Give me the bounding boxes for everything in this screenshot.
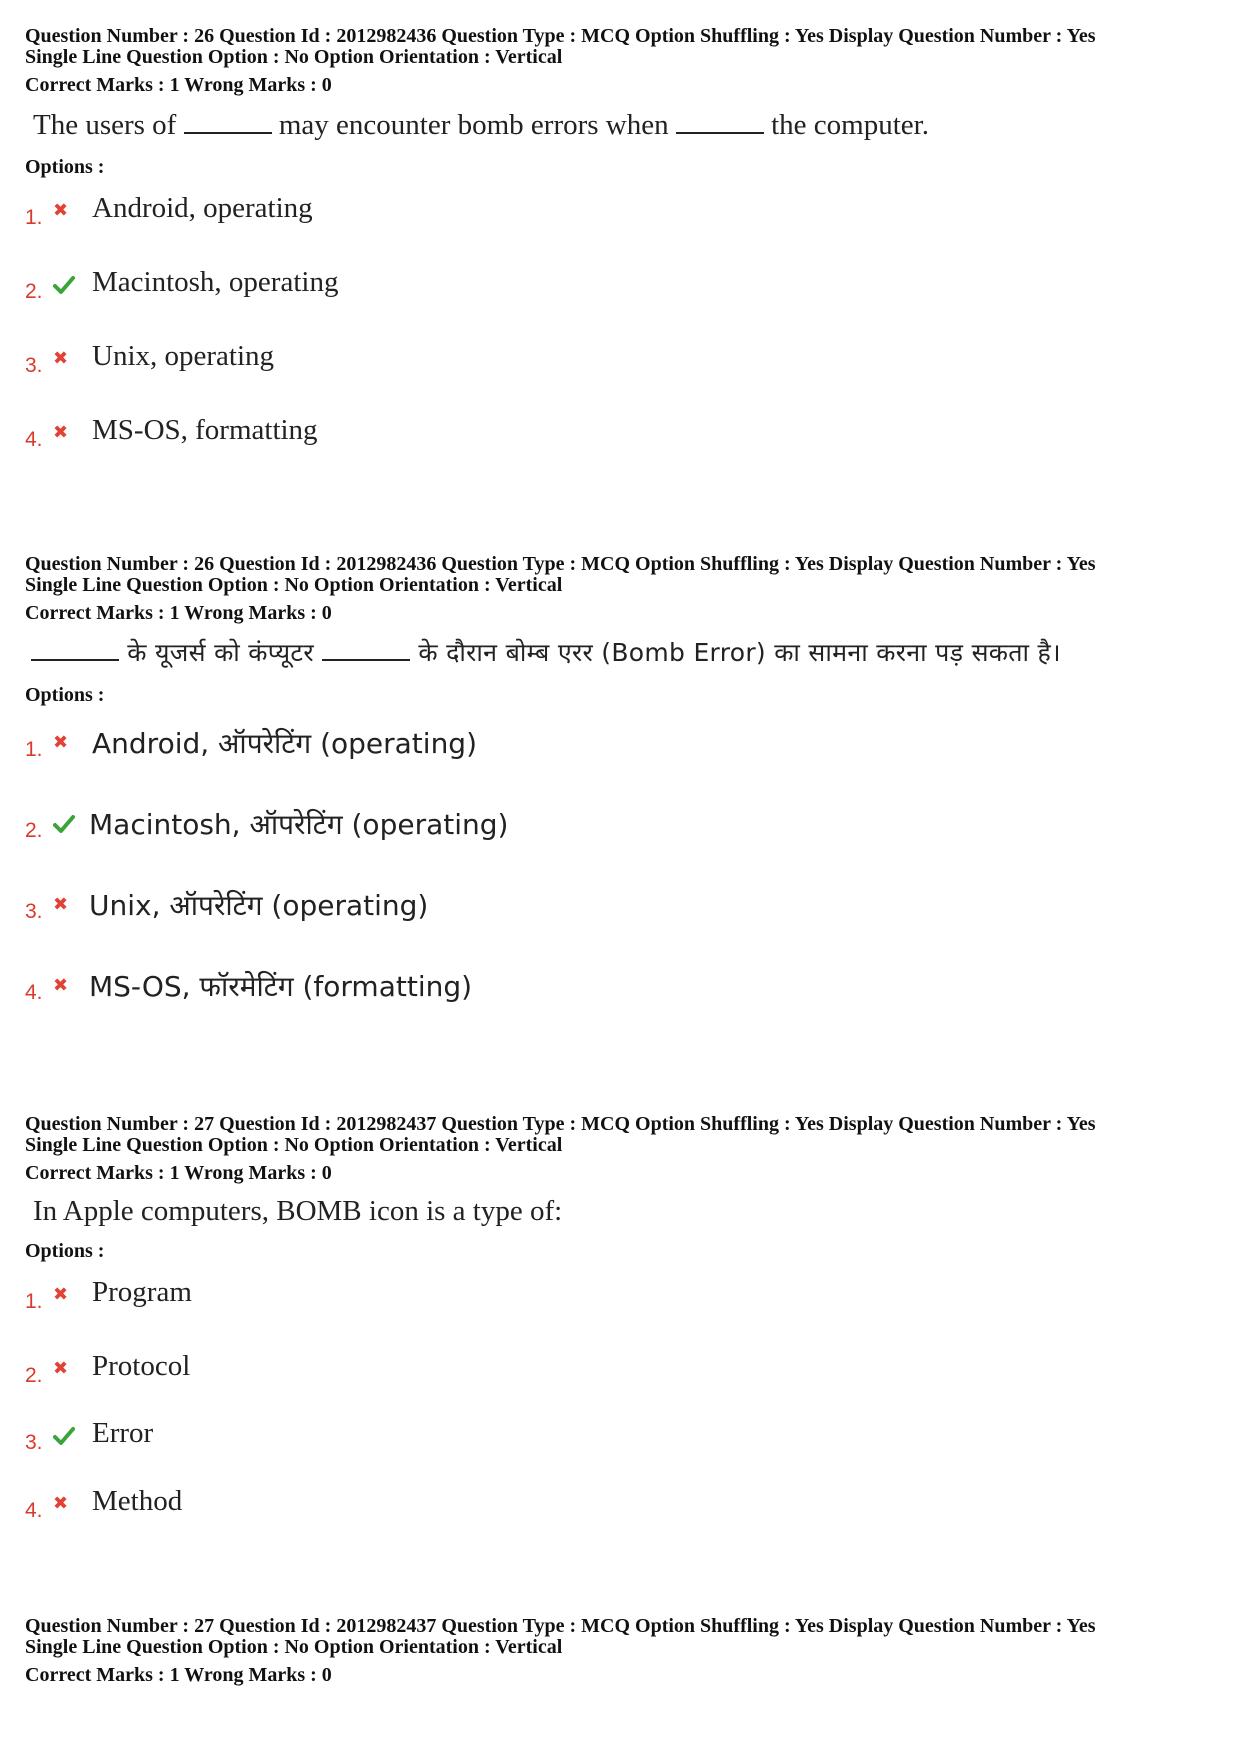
options-label: Options : (25, 684, 105, 706)
cross-icon: ✖ (53, 1493, 69, 1514)
options-label: Options : (25, 1240, 105, 1262)
marks-line: Correct Marks : 1 Wrong Marks : 0 (25, 74, 332, 96)
option-text: Macintosh, ऑपरेटिंग (operating) (89, 808, 509, 841)
option-item (25, 192, 1215, 230)
question-meta-line: Single Line Question Option : No Option Orientation : Vertical (25, 1134, 563, 1156)
option-number: 2. (25, 819, 43, 842)
option-item (25, 340, 1215, 378)
question-block-1 (25, 26, 1215, 452)
option-item (25, 1485, 1215, 1523)
option-text: Android, ऑपरेटिंग (operating) (92, 727, 478, 760)
check-icon (53, 1425, 75, 1447)
options-label: Options : (25, 156, 105, 178)
option-number: 3. (25, 1431, 43, 1454)
cross-icon: ✖ (53, 894, 69, 915)
check-icon (53, 274, 75, 296)
question-meta-line: Single Line Question Option : No Option Orientation : Vertical (25, 46, 563, 68)
option-text: MS-OS, formatting (92, 414, 318, 446)
option-number: 3. (25, 354, 43, 377)
option-item (25, 809, 1215, 843)
option-text: Macintosh, operating (92, 266, 339, 298)
option-item (25, 728, 1215, 762)
option-number: 1. (25, 206, 43, 229)
option-item (25, 1350, 1215, 1388)
option-text: MS-OS, फॉरमेटिंग (formatting) (89, 970, 473, 1003)
option-text: Protocol (92, 1350, 191, 1382)
option-text: Unix, ऑपरेटिंग (operating) (89, 889, 429, 922)
question-meta-line: Question Number : 27 Question Id : 2012982437 Question Type : MCQ Option Shuffling : Yes Display Question Number : Yes (25, 1113, 1096, 1135)
option-item (25, 890, 1215, 924)
option-text: Android, operating (92, 192, 313, 224)
blank-line (676, 128, 764, 134)
blank-line (322, 655, 410, 661)
option-number: 2. (25, 280, 43, 303)
blank-line (184, 128, 272, 134)
marks-line: Correct Marks : 1 Wrong Marks : 0 (25, 1664, 332, 1686)
option-text: Unix, operating (92, 340, 275, 372)
blank-line (31, 655, 119, 661)
question-block-2 (25, 554, 1215, 1005)
option-item (25, 971, 1215, 1005)
cross-icon: ✖ (53, 422, 69, 443)
question-meta-line: Question Number : 26 Question Id : 2012982436 Question Type : MCQ Option Shuffling : Yes Display Question Number : Yes (25, 553, 1096, 575)
option-number: 2. (25, 1364, 43, 1387)
cross-icon: ✖ (53, 1358, 69, 1379)
option-number: 3. (25, 900, 43, 923)
option-item (25, 1417, 1215, 1455)
question-meta-line: Question Number : 27 Question Id : 2012982437 Question Type : MCQ Option Shuffling : Yes Display Question Number : Yes (25, 1615, 1096, 1637)
option-text: Program (92, 1276, 192, 1308)
marks-line: Correct Marks : 1 Wrong Marks : 0 (25, 1162, 332, 1184)
option-number: 4. (25, 1499, 43, 1522)
question-meta-line: Single Line Question Option : No Option Orientation : Vertical (25, 574, 563, 596)
option-number: 1. (25, 738, 43, 761)
question-meta-line: Question Number : 26 Question Id : 2012982436 Question Type : MCQ Option Shuffling : Yes Display Question Number : Yes (25, 25, 1096, 47)
option-number: 1. (25, 1290, 43, 1313)
option-item (25, 1276, 1215, 1314)
question-text: के यूजर्स को कंप्यूटर के दौरान बोम्ब एरर (Bomb Error) का सामना करना पड़ सकता है। (31, 636, 1215, 670)
option-item (25, 414, 1215, 452)
question-text: In Apple computers, BOMB icon is a type of: (33, 1195, 563, 1227)
option-item (25, 266, 1215, 304)
check-icon (53, 813, 75, 835)
option-number: 4. (25, 428, 43, 451)
option-text: Method (92, 1485, 183, 1517)
question-block-4 (25, 1616, 1215, 1686)
question-meta-line: Single Line Question Option : No Option Orientation : Vertical (25, 1636, 563, 1658)
marks-line: Correct Marks : 1 Wrong Marks : 0 (25, 602, 332, 624)
cross-icon: ✖ (53, 348, 69, 369)
cross-icon: ✖ (53, 1284, 69, 1305)
cross-icon: ✖ (53, 732, 69, 753)
option-number: 4. (25, 981, 43, 1004)
cross-icon: ✖ (53, 975, 69, 996)
question-block-3 (25, 1114, 1215, 1523)
option-text: Error (92, 1417, 154, 1449)
question-text: The users of may encounter bomb errors when the computer. (33, 109, 929, 141)
cross-icon: ✖ (53, 200, 69, 221)
